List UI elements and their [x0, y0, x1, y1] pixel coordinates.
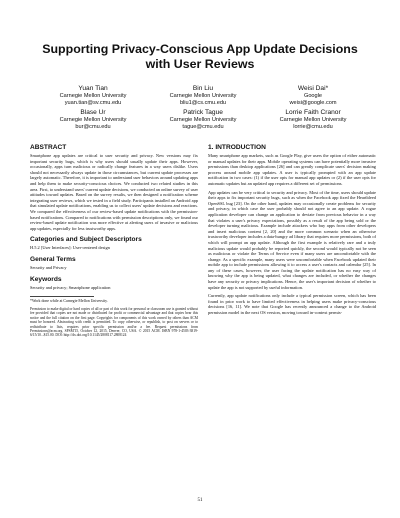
author-block	[38, 85, 368, 130]
abstract-text: Smartphone app updates are critical to user security and privacy. New versions may fix important security bugs, which is why users should usually update their apps. However, occasionally, apps turn malicious or radically change features in a way users dislike. Users should not necessarily always update in those circumstances, but current update processes are largely automatic. Therefore, it is important to understand user behaviors around updating apps and help them to make security-conscious choices. We conducted two related studies in this area. First, to understand users' current update decisions, we conducted an online survey of user attitudes toward updates. Based on the survey results, we then designed a notification scheme integrating user reviews, which we tested in a field study. Participants installed an Android app that simulated update notifications, enabling us to collect users' update decisions and reactions. We compared the effectiveness of our review-based update notifications with the permission-based notifications. Compared to notifications with permission descriptions only, we found our review-based update notification was more effective at alerting users of invasive or malicious app updates, especially for less trustworthy apps.	[30, 153, 198, 231]
author-name: Blase Ur	[80, 109, 106, 117]
author-email: bliu1@cs.cmu.edu	[179, 99, 227, 106]
author-email: tague@cmu.edu	[182, 123, 224, 130]
author-affiliation: Carnegie Mellon University	[169, 93, 237, 99]
intro-paragraph: App updates can be very critical to security and privacy. Most of the time, users should update their apps to fix important security bugs, such as when the Facebook app fixed the Heartbleed OpenSSL bug [23]. On the other hand, updates may occasionally create problems for security and privacy, in which case the user probably should not agree to an app update. A rogue application developer can change an application to deviate from previous behavior in a way that violates a user's privacy expectations, possibly as a result of the app being sold or the developer turning malicious. Example include attackers who buy apps from other developers and insert malicious content [2, 20] and the more common scenario when an otherwise trustworthy developer includes a data-hungry ad library that requires more permissions, both of which will prompt an app update. Although the first example is relatively rare and a truly malicious update would probably be reported quickly, the second would typically not be seen as malicious or violate the Terms of Service even if many users are uncomfortable with the change. As a specific example, many users were uncomfortable when Facebook updated their mobile app to include permissions allowing it to access a user's contacts and calendar [25]. In any of these cases, however, the user facing the update notification has no easy way of knowing why the app is being updated, what changes are included, or whether the changes have any security or privacy implications. Hence, the user's important decision of whether to update the app is not supported by useful information.	[208, 189, 376, 290]
right-column	[208, 144, 376, 319]
author	[38, 109, 148, 130]
author-affiliation: Google	[303, 93, 323, 99]
author-name: Lorrie Faith Cranor	[285, 109, 341, 117]
general-terms-heading: General Terms	[30, 255, 76, 263]
permission-notice: Permission to make digital or hard copies of all or part of this work for personal or classroom use is granted without fee provided that copies are not made or distributed for profit or commercial advantage and that copies bear this notice and the full citation on the first page. Copyrights for components of this work owned by others than ACM must be honored. Abstracting with credit is permitted. To copy otherwise, or republish, to post on servers or to redistribute to lists, requires prior specific permission and/or a fee. Request permissions from Permissions@acm.org. SPSM'15, October 12, 2015, Denver, CO, USA. © 2015 ACM. ISBN 978-1-4503-3819-6/15/10...$15.00. DOI: http://dx.doi.org/10.1145/2808117.2808124	[30, 306, 198, 338]
categories-heading: Categories and Subject Descriptors	[30, 236, 142, 244]
keywords-heading: Keywords	[30, 275, 62, 283]
author-name: Bin Liu	[192, 85, 214, 92]
author	[38, 85, 148, 106]
author-name: Patrick Tague	[183, 109, 223, 117]
categories-text: H.5.2 [User Interfaces]: User-centered design	[30, 245, 110, 251]
author-affiliation: Carnegie Mellon University	[279, 117, 347, 124]
author-name: Weisi Dai*	[297, 85, 329, 92]
author-email: lorrie@cmu.edu	[293, 123, 333, 130]
intro-paragraph: Many smartphone app markets, such as Google Play, give users the option of either automatic or manual updates for their apps. Mobile operating systems can have potentially more invasive permissions than desktop applications [26] and can greatly complicate users' decision making process around mobile app updates. A user is typically prompted with an app update notification in two cases: (1) if the user opts for manual app updates or (2) if the user opts for automatic updates but an updated app requires a different set of permissions.	[208, 153, 376, 186]
author-email: yuan.tian@sv.cmu.edu	[64, 99, 122, 106]
paper-title: Supporting Privacy-Conscious App Update Decisions with User Reviews	[42, 42, 358, 71]
abstract-heading: ABSTRACT	[30, 144, 67, 151]
author-affiliation: Carnegie Mellon University	[169, 117, 237, 124]
author	[148, 85, 258, 106]
author-affiliation: Carnegie Mellon University	[59, 117, 127, 124]
intro-paragraph: Currently, app update notifications only include a typical permission screen, which has been found in prior work to have limited effectiveness in helping users make privacy-conscious decisions [16, 11]. We note that Google has recently announced a change to the Android permission model in the next OS version, moving toward in-context permis-	[208, 293, 376, 316]
author	[148, 109, 258, 130]
author-email: weisi@google.com	[289, 99, 337, 106]
author	[258, 85, 368, 106]
general-terms-text: Security and Privacy	[30, 264, 67, 270]
author-email: bur@cmu.edu	[75, 123, 111, 130]
left-column	[30, 144, 198, 338]
author-name: Yuan Tian	[78, 85, 108, 92]
introduction-heading: 1. INTRODUCTION	[208, 144, 266, 151]
keywords-text: Security and privacy; Smartphone application	[30, 284, 111, 290]
page-number: 51	[197, 498, 203, 503]
footnote-rule	[30, 296, 94, 297]
author	[258, 109, 368, 130]
author-affiliation: Carnegie Mellon University	[59, 93, 127, 99]
footnote: *Work done while at Carnegie Mellon University.	[30, 299, 108, 304]
